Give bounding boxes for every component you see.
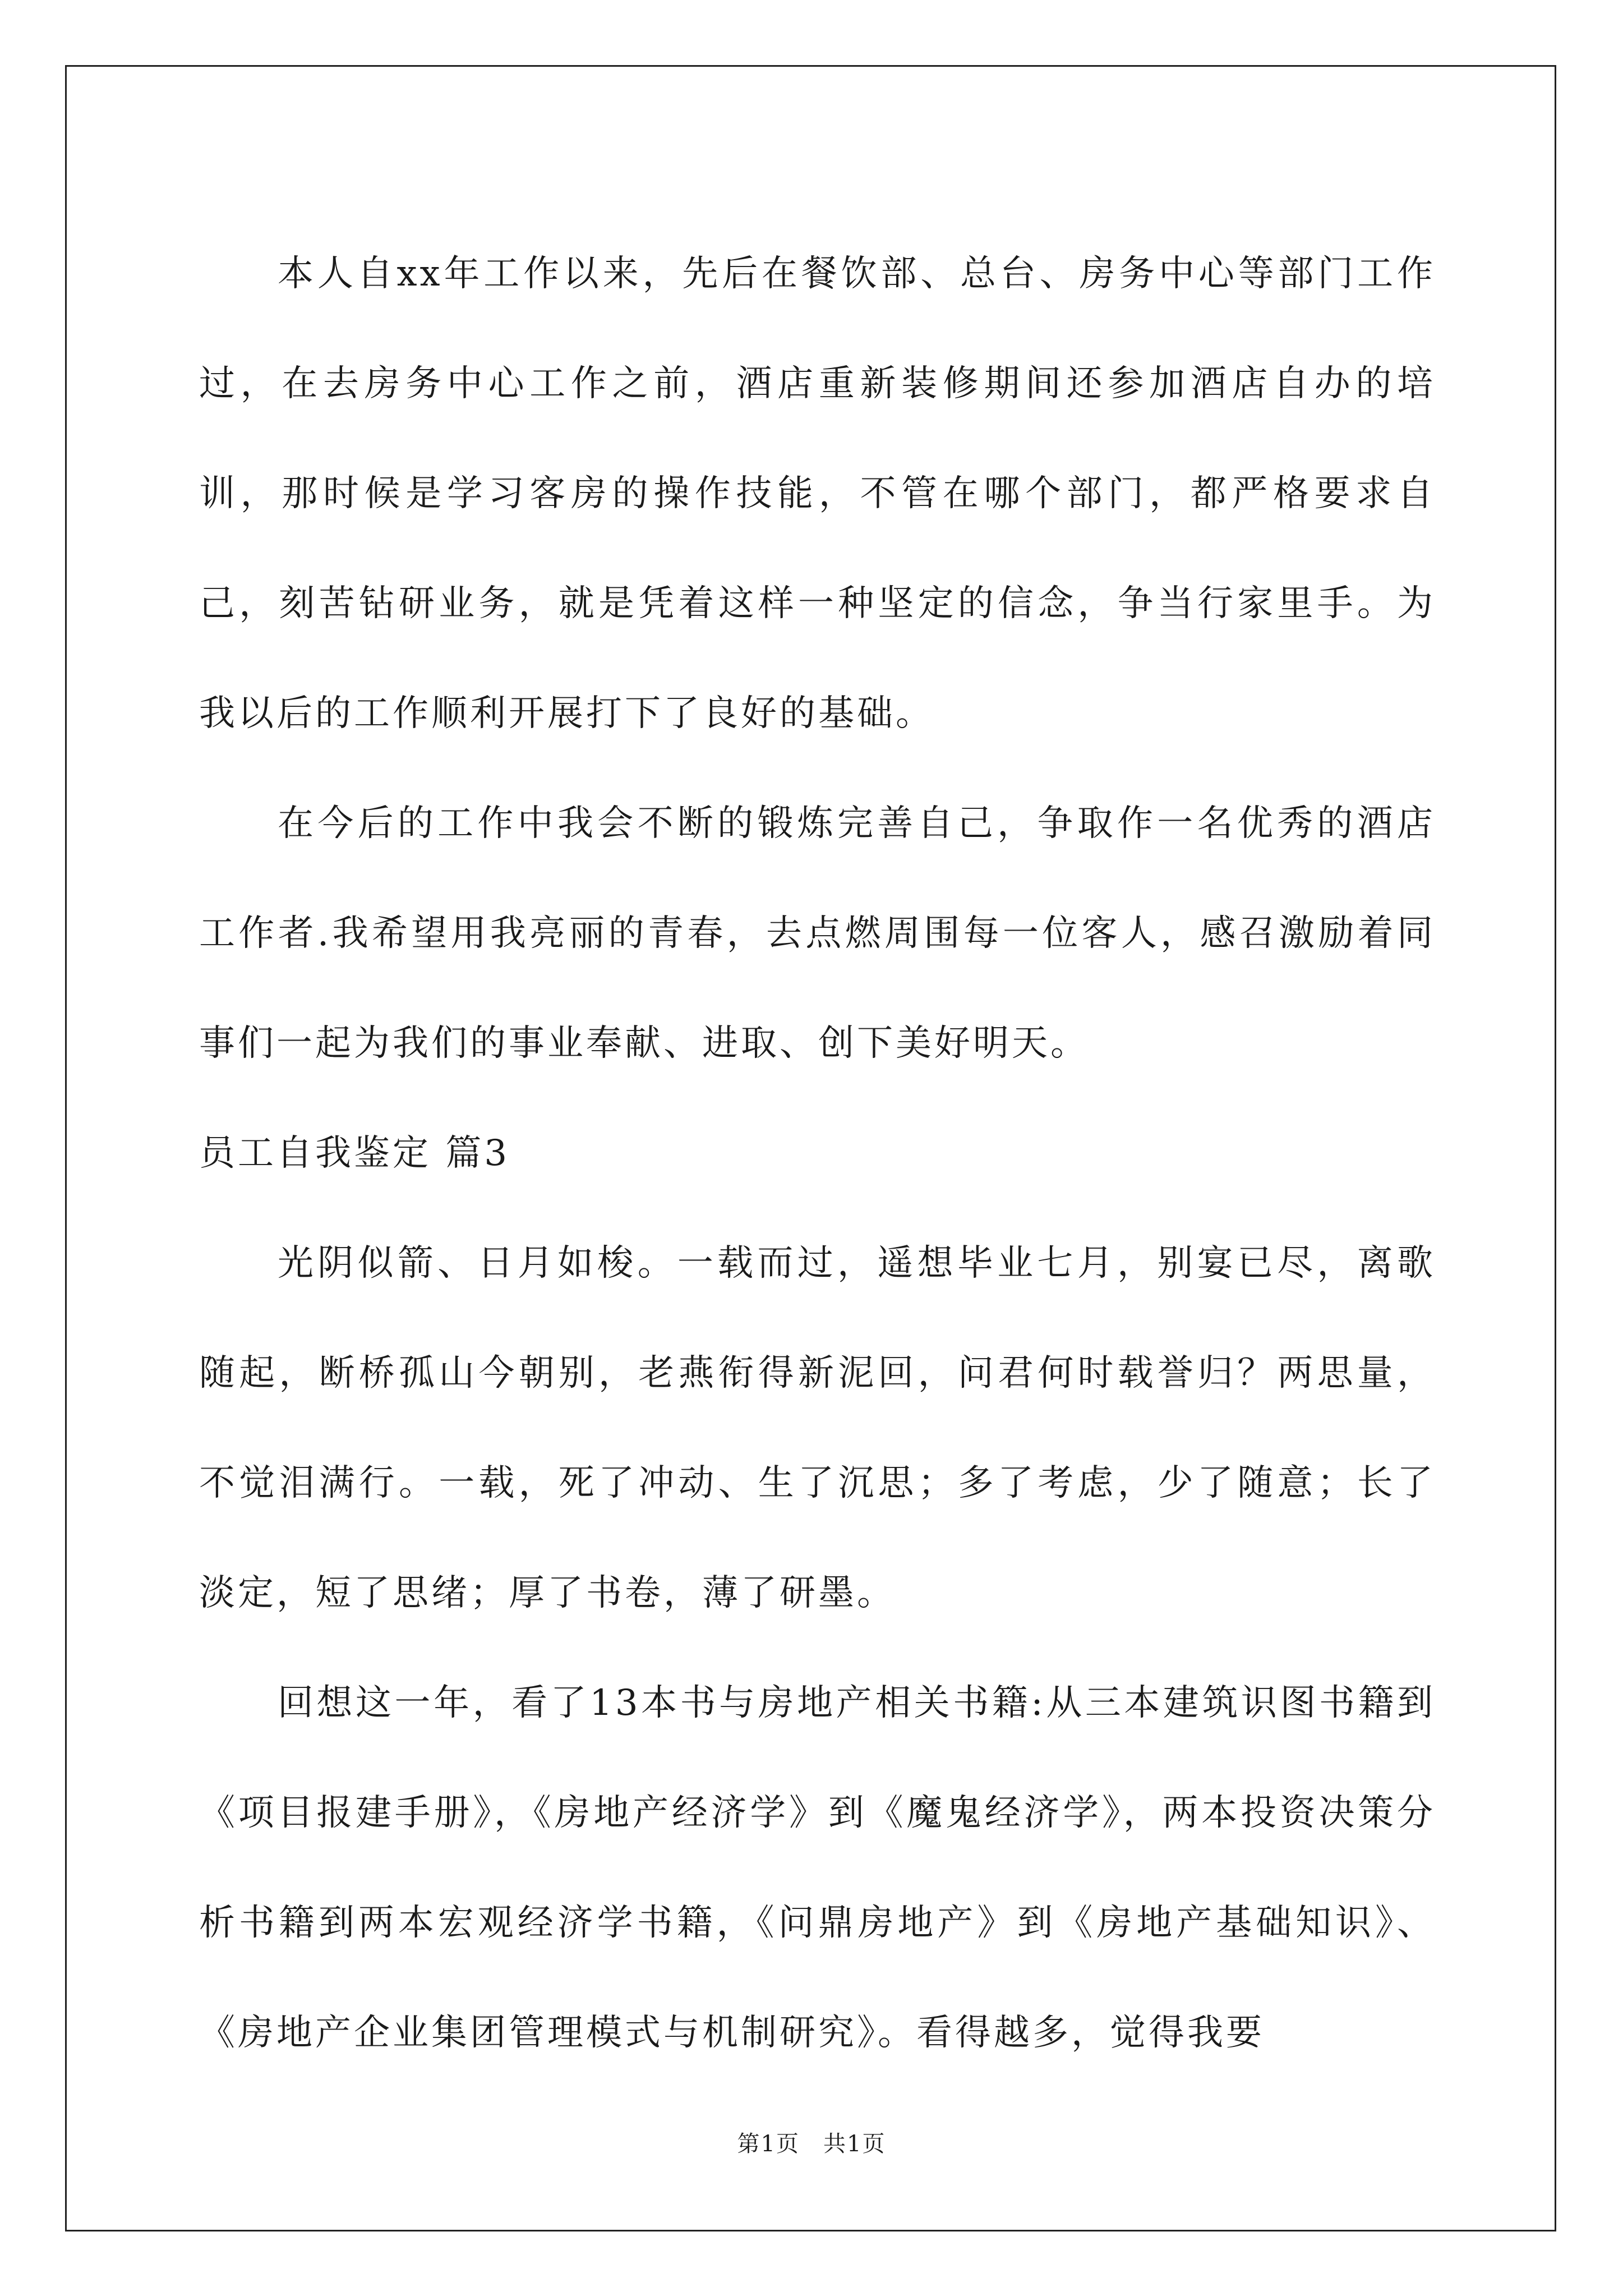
page-number-footer: 第1页 共1页 bbox=[737, 2131, 886, 2157]
paragraph-reading-review: 回想这一年，看了13本书与房地产相关书籍:从三本建筑识图书籍到《项目报建手册》，《房地产经济学》到《魔鬼经济学》，两本投资决策分析书籍到两本宏观经济学书籍，《问鼎房地产》到《房地产基础知识》、《房地产企业集团管理模式与机制研究》。看得越多，觉得我要 bbox=[199, 1682, 1436, 2054]
paragraph-future-goals: 在今后的工作中我会不断的锻炼完善自己，争取作一名优秀的酒店工作者.我希望用我亮丽的青春，去点燃周围每一位客人，感召激励着同事们一起为我们的事业奉献、进取、创下美好明天。 bbox=[199, 803, 1436, 1064]
document-body bbox=[199, 219, 1436, 2088]
paragraph-work-history: 本人自xx年工作以来，先后在餐饮部、总台、房务中心等部门工作过，在去房务中心工作之前，酒店重新装修期间还参加酒店自办的培训，那时候是学习客房的操作技能，不管在哪个部门，都严格要求自己，刻苦钻研业务，就是凭着这样一种坚定的信念，争当行家里手。为我以后的工作顺利开展打下了良好的基础。 bbox=[199, 253, 1436, 734]
section-heading: 员工自我鉴定 篇3 bbox=[199, 1133, 510, 1174]
paragraph-time-reflection: 光阴似箭、日月如梭。一载而过，遥想毕业七月，别宴已尽，离歌随起，断桥孤山今朝别，老燕衔得新泥回，问君何时载誉归？两思量，不觉泪满行。一载，死了冲动、生了沉思；多了考虑，少了随意；长了淡定，短了思绪；厚了书卷，薄了研墨。 bbox=[199, 1243, 1436, 1614]
